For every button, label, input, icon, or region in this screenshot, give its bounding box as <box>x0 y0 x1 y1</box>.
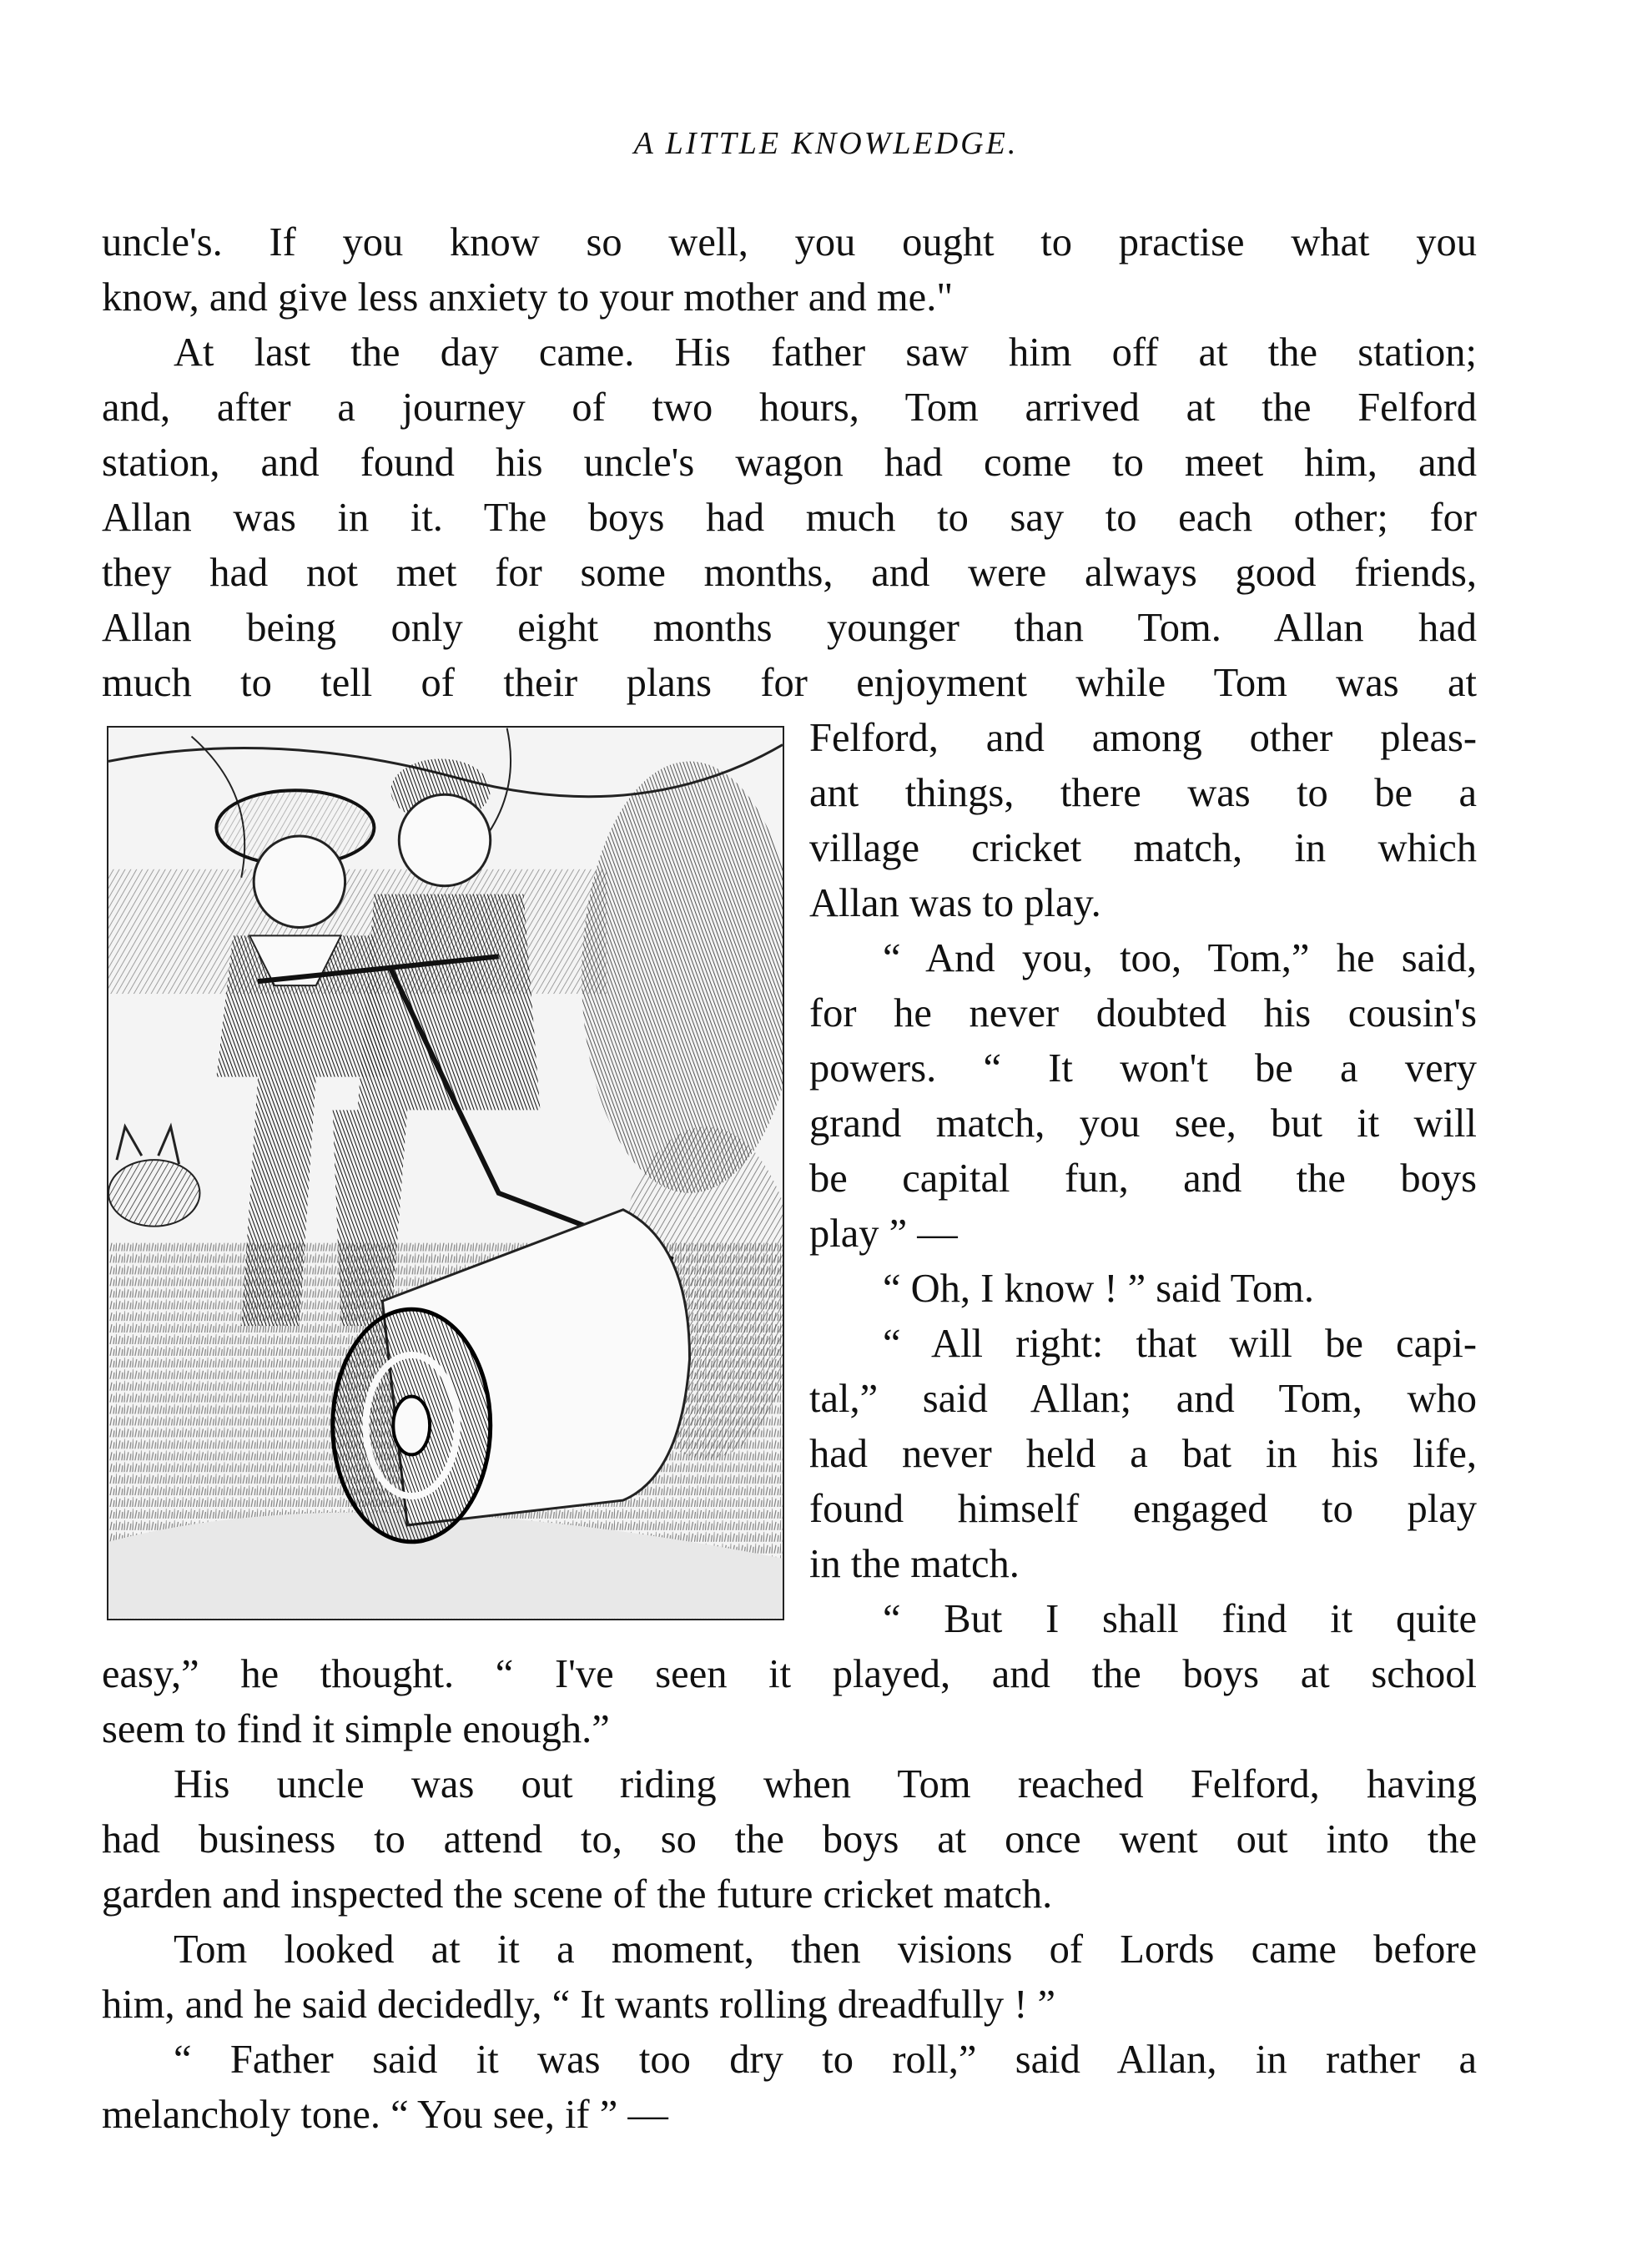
illustration-boys-with-lawn-roller <box>107 726 784 1620</box>
text-line: At last the day came. His father saw him off at the station; <box>174 330 1477 375</box>
text-line: Allan was in it. The boys had much to say to each other; for <box>102 496 1477 540</box>
text-line: powers. “ It won't be a very <box>809 1046 1477 1091</box>
text-line: for he never doubted his cousin's <box>809 991 1477 1035</box>
text-line: play ” — <box>809 1212 958 1256</box>
text-line: be capital fun, and the boys <box>809 1156 1477 1201</box>
text-line: him, and he said decidedly, “ It wants rolling dreadfully ! ” <box>102 1982 1055 2027</box>
text-line: much to tell of their plans for enjoyment while Tom was at <box>102 661 1477 705</box>
text-line: had never held a bat in his life, <box>809 1432 1477 1476</box>
text-line: garden and inspected the scene of the future cricket match. <box>102 1872 1053 1917</box>
text-line: “ But I shall find it quite <box>883 1597 1477 1641</box>
text-line: Allan was to play. <box>809 881 1101 925</box>
text-line: “ And you, too, Tom,” he said, <box>883 936 1477 980</box>
text-line: His uncle was out riding when Tom reached Felford, having <box>174 1762 1477 1806</box>
text-line: grand match, you see, but it will <box>809 1101 1477 1146</box>
text-line: they had not met for some months, and were always good friends, <box>102 551 1477 595</box>
text-line: uncle's. If you know so well, you ought to practise what you <box>102 220 1477 265</box>
text-line: station, and found his uncle's wagon had come to meet him, and <box>102 441 1477 485</box>
text-line: know, and give less anxiety to your mother and me." <box>102 275 954 320</box>
running-header: A LITTLE KNOWLEDGE. <box>633 126 1019 161</box>
text-line: tal,” said Allan; and Tom, who <box>809 1377 1477 1421</box>
text-line: seem to find it simple enough.” <box>102 1707 610 1751</box>
text-line: Tom looked at it a moment, then visions of Lords came before <box>174 1927 1477 1972</box>
text-line: melancholy tone. “ You see, if ” — <box>102 2093 668 2137</box>
text-line: “ Oh, I know ! ” said Tom. <box>883 1267 1314 1311</box>
text-line: had business to attend to, so the boys at once went out into the <box>102 1817 1477 1862</box>
text-line: ant things, there was to be a <box>809 771 1477 815</box>
text-line: “ Father said it was too dry to roll,” said Allan, in rather a <box>174 2038 1477 2082</box>
text-line: in the match. <box>809 1542 1020 1586</box>
text-line: Allan being only eight months younger than Tom. Allan had <box>102 606 1477 650</box>
text-line: and, after a journey of two hours, Tom arrived at the Felford <box>102 385 1477 430</box>
engraving-image <box>108 728 783 1619</box>
text-line: village cricket match, in which <box>809 826 1477 870</box>
text-line: easy,” he thought. “ I've seen it played, and the boys at school <box>102 1652 1477 1696</box>
text-line: “ All right: that will be capi- <box>883 1322 1477 1366</box>
text-line: found himself engaged to play <box>809 1487 1477 1531</box>
text-line: Felford, and among other pleas- <box>809 716 1477 760</box>
